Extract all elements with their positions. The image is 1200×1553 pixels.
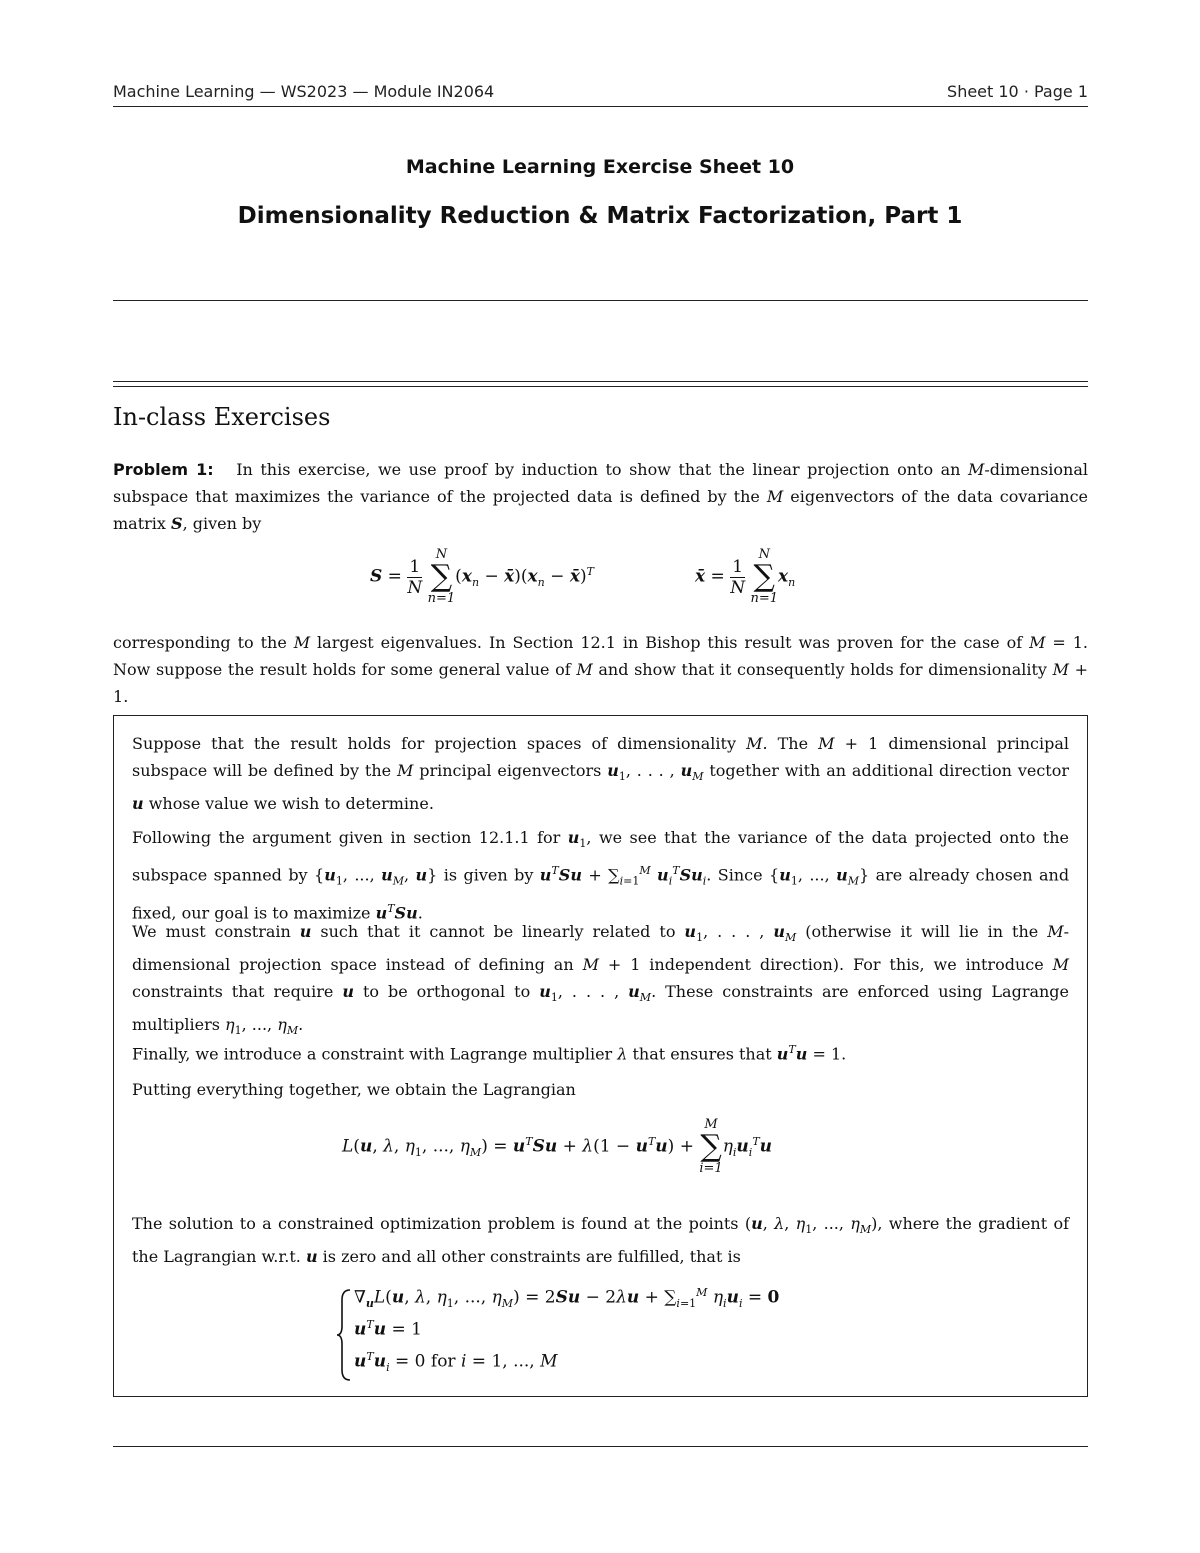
section-heading: In-class Exercises [113,403,331,431]
solution-text: Suppose that the result holds for projection spaces of dimensionality [132,734,747,753]
constraint-text: for [425,1351,461,1372]
solution-text: . The [762,734,819,753]
solution-text: The solution to a constrained optimization problem is found at the points [132,1214,745,1233]
problem-1-continuation: corresponding to the M largest eigenvalues. In Section 12.1 in Bishop this result was proven for the case of M = 1. Now suppose the result holds for some general value of M and show that it consequently holds for dimensionality M + 1. [113,633,1089,706]
solution-text: , where the gradient of the Lagrangian w.r.t. [132,1214,1070,1267]
section-double-rule-top [113,381,1088,382]
solution-text: independent direction). For this, we introduce [640,955,1053,975]
solution-text: constraints that require [132,982,343,1002]
solution-box [113,715,1088,1397]
solution-text: whose value we wish to determine. [143,794,434,814]
solution-paragraph-2: Following the argument given in section 12.1.1 for $u_1$, we see that the variance of the data projected onto the subspace spanned by {$u_1$, ..., $u_M$, u} is given by $u^TSu + \sum_{i=1}^M$ $u_i^TSu_i$. Since {$u_1$, ..., $u_M$} are already chosen and fixed, our goal is to maximize $u^TSu$. [132,828,1070,923]
solution-text: Following the argument given in section 12.1.1 for [132,828,568,847]
constraint-unit-norm: $u^Tu = 1$ [354,1318,422,1340]
problem-text: . [123,687,129,706]
problem-text: largest eigenvalues. In Section 12.1 in Bishop this result was proven for the case of [310,633,1030,652]
problem-text: -dimensional subspace that maximizes the variance of the projected data is defined by the [113,460,1089,506]
solution-text: together with an additional direction vector [703,761,1069,780]
solution-text: that ensures that [627,1044,777,1064]
solution-text: We must constrain [132,922,300,941]
problem-text: corresponding to the [113,633,294,652]
solution-paragraph-5: Putting everything together, we obtain the Lagrangian [132,1080,576,1099]
problem-text: eigenvectors of the data covariance matrix [113,487,1089,533]
solution-text: . [417,903,423,923]
covariance-equation: S = $\frac{1}{N}$ N ∑ n=1 ($x_n$ − $x̄)(x_n$ − x̄)$^T$ [370,547,594,606]
solution-paragraph-3: We must constrain u such that it cannot be linearly related to $u_1$, . . . , $u_M$ (otherwise it will lie in the M-dimensional projection space instead of defining an M + 1 independent direction). For this, we introduce M constraints that require u to be orthogonal to $u_1$, . . . , $u_M$. These constraints are enforced using Lagrange multipliers $\eta_1$, ..., $\eta_M$. [132,922,1070,1038]
solution-text: (otherwise it will lie in the [796,922,1048,941]
lagrangian-equation: L(u, λ, $\eta_1$, ..., $\eta_M) = u^TSu + \lambda(1 - u^Tu)$ + M ∑ i=1 $\eta_iu_i^Tu$ [342,1117,773,1176]
section-double-rule-bottom [113,386,1088,387]
problem-text: and show that it consequently holds for dimensionality [592,660,1053,679]
problem-1-statement: Problem 1: In this exercise, we use proof by induction to show that the linear projection onto an M-dimensional subspace that maximizes the variance of the projected data is defined by the M eigenvectors of the data covariance matrix S, given by [113,460,1089,533]
solution-paragraph-6: The solution to a constrained optimization problem is found at the points (u, λ, $\eta_1$, ..., $\eta_M$), where the gradient of the Lagrangian w.r.t. u is zero and all other constraints are fulfilled, that is [132,1214,1070,1267]
left-brace [336,1288,352,1382]
solution-text: Finally, we introduce a constraint with Lagrange multiplier [132,1044,618,1064]
title-rule [113,300,1088,301]
footer-rule [113,1446,1088,1447]
solution-paragraph-1: Suppose that the result holds for projection spaces of dimensionality M. The M + 1 dimensional principal subspace will be defined by the M principal eigenvectors $u_1$, . . . , $u_M$ together with an additional direction vector u whose value we wish to determine. [132,734,1069,814]
problem-text: , given by [182,514,262,533]
running-header-left: Machine Learning — WS2023 — Module IN2064 [113,82,495,101]
problem-text: In this exercise, we use proof by induction to show that the linear projection onto an [236,460,968,479]
solution-text: dimensional principal subspace will be defined by the [132,734,1069,780]
solution-text: . These constraints are enforced using Lagrange multipliers [132,982,1070,1035]
solution-text: . Since [706,865,770,885]
solution-text: . [841,1044,847,1064]
solution-text: is given by [437,865,540,885]
solution-text: are already chosen and fixed, our goal is to maximize [132,865,1070,923]
problem-1-label: Problem 1: [113,460,214,479]
solution-text: , we see that the variance of the data projected onto the subspace spanned by [132,828,1069,885]
sheet-title: Machine Learning Exercise Sheet 10 [405,156,795,178]
problem-text: . Now suppose the result holds for some general value of [113,633,1088,679]
constraint-orthogonal: $u^Tu_i = 0$ for i = 1, ..., M [354,1350,558,1375]
running-header-right: Sheet 10 · Page 1 [947,82,1088,101]
header-rule [113,106,1088,107]
solution-paragraph-4: Finally, we introduce a constraint with Lagrange multiplier λ that ensures that $u^Tu = 1$. [132,1043,847,1064]
solution-text: is zero and all other constraints are fulfilled, that is [317,1247,741,1267]
solution-text: principal eigenvectors [413,761,608,780]
solution-text: to be orthogonal to [353,982,540,1002]
solution-text: such that it cannot be linearly related to [311,922,685,941]
solution-text: -dimensional projection space instead of defining an [132,922,1070,975]
mean-equation: x̄ = $\frac{1}{N}$ N ∑ n=1 $x_n$ [695,547,796,606]
solution-text: . [298,1015,304,1035]
topic-title: Dimensionality Reduction & Matrix Factorization, Part 1 [237,203,963,229]
constraint-gradient: $\nabla_uL(u$, λ, $\eta_1$, ..., $\eta_M) = 2Su - 2\lambda u + \sum_{i=1}^M$ $\eta_iu_i = 0$ [354,1286,780,1311]
